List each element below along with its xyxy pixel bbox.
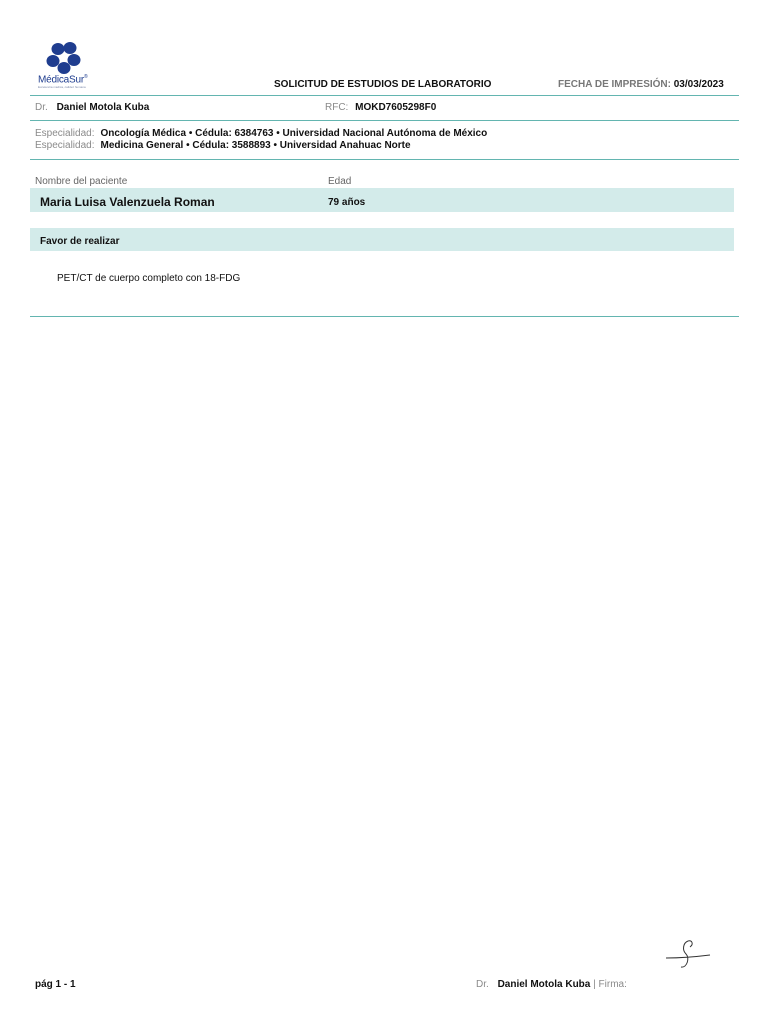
request-divider xyxy=(30,316,739,317)
doctor-info xyxy=(35,102,149,113)
signature-image xyxy=(664,938,714,972)
footer-signature-line xyxy=(476,979,627,990)
requested-study: PET/CT de cuerpo completo con 18-FDG xyxy=(57,273,241,284)
footer-doctor-prefix: Dr. xyxy=(476,979,489,990)
request-header: Favor de realizar xyxy=(40,236,120,247)
header-divider xyxy=(30,95,739,96)
rfc-value: MOKD7605298F0 xyxy=(355,102,437,113)
especialidad-divider xyxy=(30,159,739,160)
firma-label: Firma: xyxy=(598,979,627,990)
document-title: SOLICITUD DE ESTUDIOS DE LABORATORIO xyxy=(274,79,492,90)
print-date-value: 03/03/2023 xyxy=(673,79,724,90)
doctor-divider xyxy=(30,120,739,121)
print-date xyxy=(558,79,724,90)
doctor-prefix: Dr. xyxy=(35,102,48,113)
rfc-label: RFC: xyxy=(325,102,349,113)
especialidad-label: Especialidad: xyxy=(35,128,95,139)
especialidad-label: Especialidad: xyxy=(35,140,95,151)
footer-separator: | xyxy=(593,979,596,990)
footer-doctor-name: Daniel Motola Kuba xyxy=(497,979,591,990)
logo-wordmark: MédicaSur® xyxy=(38,74,88,86)
request-band xyxy=(30,228,734,251)
doctor-name: Daniel Motola Kuba xyxy=(56,102,150,113)
especialidad-row xyxy=(35,128,487,139)
especialidad-row xyxy=(35,140,411,151)
patient-name-header: Nombre del paciente xyxy=(35,176,128,187)
logo-tagline: Excelencia médica, calidez humana xyxy=(38,85,86,89)
especialidad-value: Oncología Médica • Cédula: 6384763 • Universidad Nacional Autónoma de México xyxy=(100,128,488,139)
patient-name: Maria Luisa Valenzuela Roman xyxy=(40,195,215,209)
doctor-rfc xyxy=(325,102,436,113)
page-number: pág 1 - 1 xyxy=(35,979,76,990)
patient-age-header: Edad xyxy=(328,176,352,187)
especialidad-value: Medicina General • Cédula: 3588893 • Universidad Anahuac Norte xyxy=(100,140,411,151)
print-date-label: FECHA DE IMPRESIÓN: xyxy=(558,79,671,90)
patient-age: 79 años xyxy=(328,197,366,208)
